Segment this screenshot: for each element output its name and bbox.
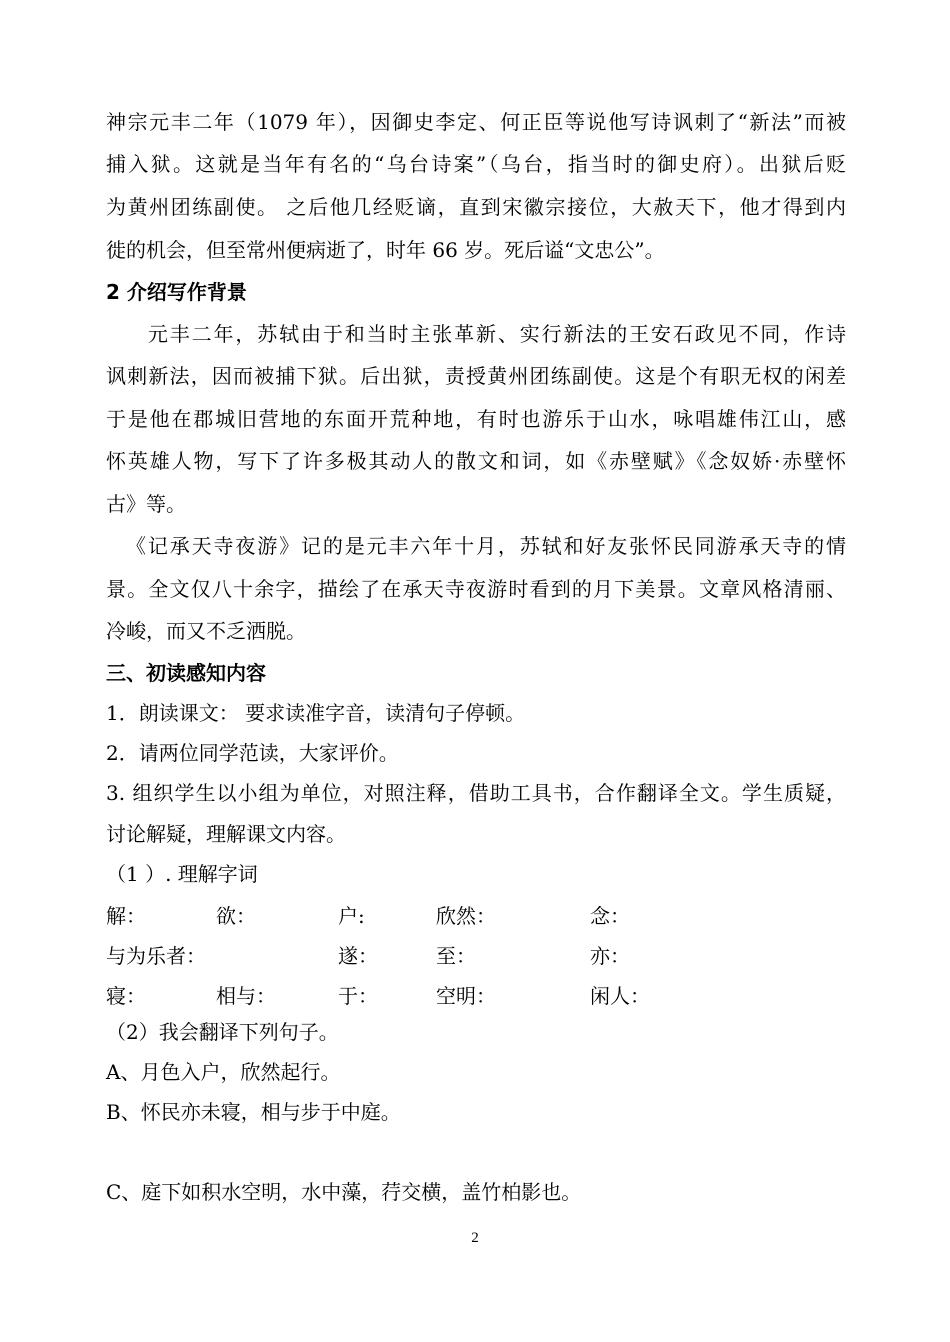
bio-line-2: 捕入狱。这就是当年有名的“乌台诗案”（乌台，指当时的御史府）。出狱后贬 [106,152,846,176]
page-number: 2 [471,1230,479,1246]
word-sui: 遂： [338,944,378,968]
summary-line-3: 冷峻，而又不乏洒脱。 [106,619,306,643]
section2-heading: 2 介绍写作背景 [106,280,247,304]
task-item-3-line-2: 讨论解疑，理解课文内容。 [106,822,346,846]
word-qin: 寝： [106,984,146,1008]
word-kongming: 空明： [436,984,496,1008]
bio-line-3: 为黄州团练副使。 之后他几经贬谪，直到宋徽宗接位，大赦天下，他才得到内 [106,195,846,219]
word-jie: 解： [106,904,146,928]
task-item-1: 1．朗读课文： 要求读准字音，读清句子停顿。 [106,701,526,725]
section3-heading: 三、初读感知内容 [106,661,266,685]
word-hu: 户: [338,904,365,928]
word-yuweilezhe: 与为乐者： [106,944,206,968]
subsection-translation: （2）我会翻译下列句子。 [106,1020,339,1044]
word-yu: 欲： [216,904,256,928]
summary-line-2: 景。全文仅八十余字，描绘了在承天寺夜游时看到的月下美景。文章风格清丽、 [106,577,846,601]
background-line-2: 讽刺新法，因而被捕下狱。后出狱，责授黄州团练副使。这是个有职无权的闲差 [106,364,846,388]
background-line-1: 元丰二年，苏轼由于和当时主张革新、实行新法的王安石政见不同，作诗 [126,322,846,346]
background-line-4: 怀英雄人物，写下了许多极其动人的散文和词，如《赤壁赋》《念奴娇·赤壁怀 [106,449,846,473]
word-yu2: 于： [338,984,378,1008]
bio-line-1: 神宗元丰二年（1079 年），因御史李定、何正臣等说他写诗讽刺了“新法”而被 [106,110,846,134]
word-xinran: 欣然： [436,904,496,928]
word-zhi: 至： [436,944,476,968]
task-item-3-line-1: 3. 组织学生以小组为单位，对照注释，借助工具书，合作翻译全文。学生质疑， [106,781,846,805]
sentence-c: C、庭下如积水空明，水中藻，荇交横，盖竹柏影也。 [106,1180,582,1204]
word-xiangyu: 相与： [216,984,276,1008]
word-nian: 念： [590,904,630,928]
word-xianren: 闲人： [590,984,650,1008]
bio-line-4: 徙的机会，但至常州便病逝了，时年 66 岁。死后谥“文忠公”。 [106,238,665,262]
sentence-b: B、怀民亦未寝，相与步于中庭。 [106,1100,401,1124]
background-line-5: 古》等。 [106,492,186,516]
subsection-vocabulary: （1 ）. 理解字词 [106,862,258,886]
word-yi: 亦： [590,944,630,968]
background-line-3: 于是他在郡城旧营地的东面开荒种地，有时也游乐于山水，咏唱雄伟江山，感 [106,407,846,431]
summary-line-1: 《记承天寺夜游》记的是元丰六年十月，苏轼和好友张怀民同游承天寺的情 [126,534,846,558]
task-item-2: 2．请两位同学范读，大家评价。 [106,741,399,765]
sentence-a: A、月色入户，欣然起行。 [106,1060,341,1084]
